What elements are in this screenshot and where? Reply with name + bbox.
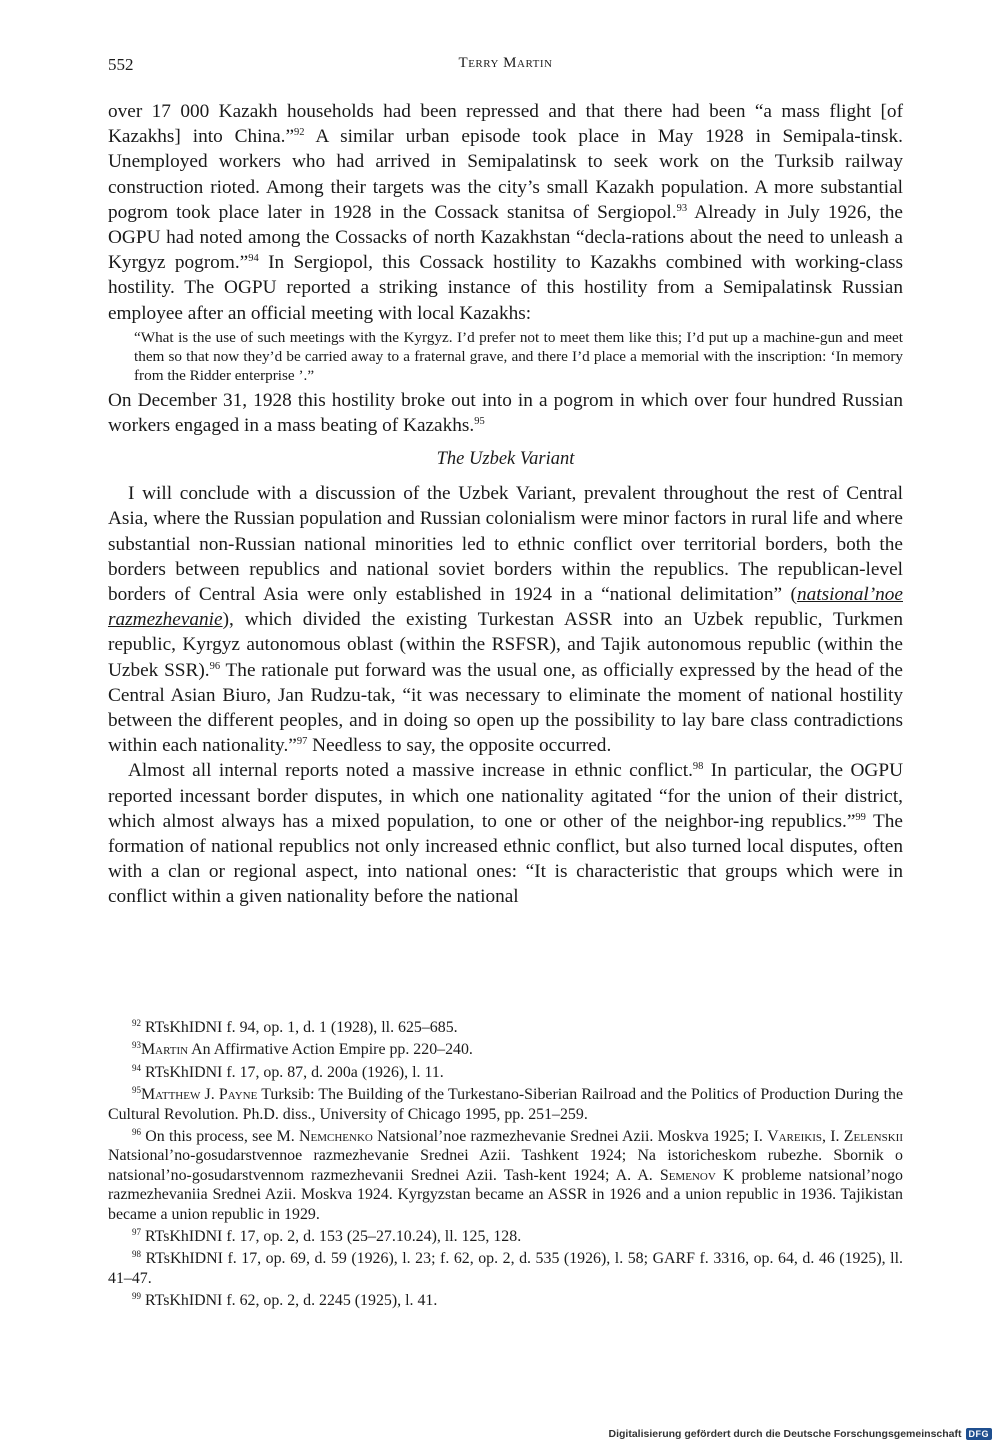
footnotes bbox=[108, 1018, 903, 1314]
dfg-logo: DFG bbox=[966, 1428, 993, 1440]
footnote-ref[interactable]: 97 bbox=[296, 736, 308, 748]
main-text bbox=[108, 99, 903, 910]
footnote: $^{94}$ RTsKhIDNI f. 17, op. 87, d. 200a (1926), l. 11. bbox=[132, 1062, 444, 1081]
footnote: $^{92}$ RTsKhIDNI f. 94, op. 1, d. 1 (1928), ll. 625–685. bbox=[132, 1018, 458, 1036]
footnote-ref[interactable]: 92 bbox=[294, 127, 305, 139]
block-quote: “What is the use of such meetings with the Kyrgyz. I’d prefer not to meet them like this; I’d put up a machine-gun and meet them so that now they’d be carried away to a fraternal grave, and there I’d place a memorial with the inscription: ‘In memory from the Ridder enterprise ’.” bbox=[134, 328, 903, 384]
digitization-credit bbox=[609, 1428, 992, 1440]
footnote: $^{95}$Matthew J. Payne Turksib: The Building of the Turkestano-Siberian Railroad and the Politics of Production During the Cultural Revolution. Ph.D. diss., University of Chicago 1995, pp. 251–259. bbox=[108, 1085, 903, 1123]
paragraph: I will conclude with a discussion of the Uzbek Variant, prevalent throughout the rest of Central Asia, where the Russian population and Russian colonialism were minor factors in rural life and where substantial non-Russian national minorities led to ethnic conflict over territorial borders, both the borders between republics and national soviet borders within the republics. The republican-level borders of Central Asia were only established in 1924 in a “national delimitation” (natsional’noe razmezhevanie), which divided the existing Turkestan ASSR into an Uzbek republic, Turkmen republic, Kyrgyz autonomous oblast (within the RSFSR), and Tajik autonomous republic (within the Uzbek SSR).$^{96}$ The rationale put forward was the usual one, as officially expressed by the head of the Central Asian Biuro, Jan Rudzu-tak, “it was necessary to eliminate the moment of national hostility between the different peoples, and in doing so open up the possibility to lay bare class contradictions within each nationality.”$^{97}$ Needless to say, the opposite occurred. bbox=[108, 483, 903, 757]
credit-text: Digitalisierung gefördert durch die Deutsche Forschungsgemeinschaft bbox=[608, 1428, 962, 1440]
footnote-ref[interactable]: 96 bbox=[209, 660, 221, 672]
paragraph: Almost all internal reports noted a massive increase in ethnic conflict.$^{98}$ In particular, the OGPU reported incessant border disputes, in which one nationality agitated “for the union of their district, which almost always has a mixed population, to one or other of the neighbor-ing republics.”$^{99}$ The formation of national republics not only increased ethnic conflict, but also turned local disputes, often with a clan or regional aspect, into national ones: “It is characteristic that groups which were in conflict within a given nationality before the national bbox=[108, 760, 904, 908]
footnote: $^{93}$Martin An Affirmative Action Empire pp. 220–240. bbox=[132, 1040, 473, 1059]
paragraph: On December 31, 1928 this hostility broke out into in a pogrom in which over four hundred Russian workers engaged in a mass beating of Kazakhs.$^{95}$ bbox=[108, 389, 903, 437]
paragraph: over 17 000 Kazakh households had been repressed and that there had been “a mass flight [of Kazakhs] into China.”$^{92}$ A similar urban episode took place in May 1928 in Semipala-tinsk. Unemployed workers who had arrived in Semipalatinsk to seek work on the Turksib railway construction rioted. Among their targets was the city’s small Kazakh population. A more substantial pogrom took place later in 1928 in the Cossack stanitsa of Sergiopol.$^{93}$ Already in July 1926, the OGPU had noted among the Cossacks of north Kazakhstan “decla-rations about the need to unleash a Kyrgyz pogrom.”$^{94}$ In Sergiopol, this Cossack hostility to Kazakhs combined with working-class hostility. The OGPU reported a striking instance of this hostility from a Semipalatinsk Russian employee after an official meeting with local Kazakhs: bbox=[108, 101, 904, 324]
footnote-ref[interactable]: 98 bbox=[692, 761, 704, 773]
footnote-ref[interactable]: 94 bbox=[248, 253, 259, 265]
italic-term: natsional’noe razmezhevanie bbox=[108, 584, 903, 631]
page-header bbox=[108, 55, 903, 79]
footnote: $^{97}$ RTsKhIDNI f. 17, op. 2, d. 153 (25–27.10.24), ll. 125, 128. bbox=[132, 1227, 522, 1246]
running-head: Terry Martin bbox=[458, 55, 553, 71]
page-number: 552 bbox=[108, 55, 134, 74]
footnote-ref[interactable]: 95 bbox=[474, 416, 485, 428]
footnote: $^{96}$ On this process, see M. Nemchenko Natsional’noe razmezhevanie Srednei Azii. Moskva 1925; I. Vareikis, I. Zelenskii Natsional’no-gosudarstvennoe razmezhevanie Srednei Azii. Tashkent 1924; Na istoricheskom rubezhe. Sbornik o natsional’no-gosudarstvennom razmezhevanii Srednei Azii. Tash-kent 1924; A. A. Semenov K probleme natsional’nogo razmezhevaniia Srednei Azii. Moskva 1924. Kyrgyzstan became an ASSR in 1926 and a union republic in 1936. Tajikistan became a union republic in 1929. bbox=[108, 1127, 903, 1223]
section-heading: The Uzbek Variant bbox=[436, 449, 575, 470]
footnote-ref[interactable]: 99 bbox=[855, 811, 866, 823]
footnote: $^{99}$ RTsKhIDNI f. 62, op. 2, d. 2245 (1925), l. 41. bbox=[132, 1291, 438, 1310]
footnote-ref[interactable]: 93 bbox=[676, 202, 688, 214]
footnote: $^{98}$ RTsKhIDNI f. 17, op. 69, d. 59 (1926), l. 23; f. 62, op. 2, d. 535 (1926), l. 58; GARF f. 3316, op. 64, d. 46 (1925), ll. 41–47. bbox=[108, 1249, 903, 1287]
